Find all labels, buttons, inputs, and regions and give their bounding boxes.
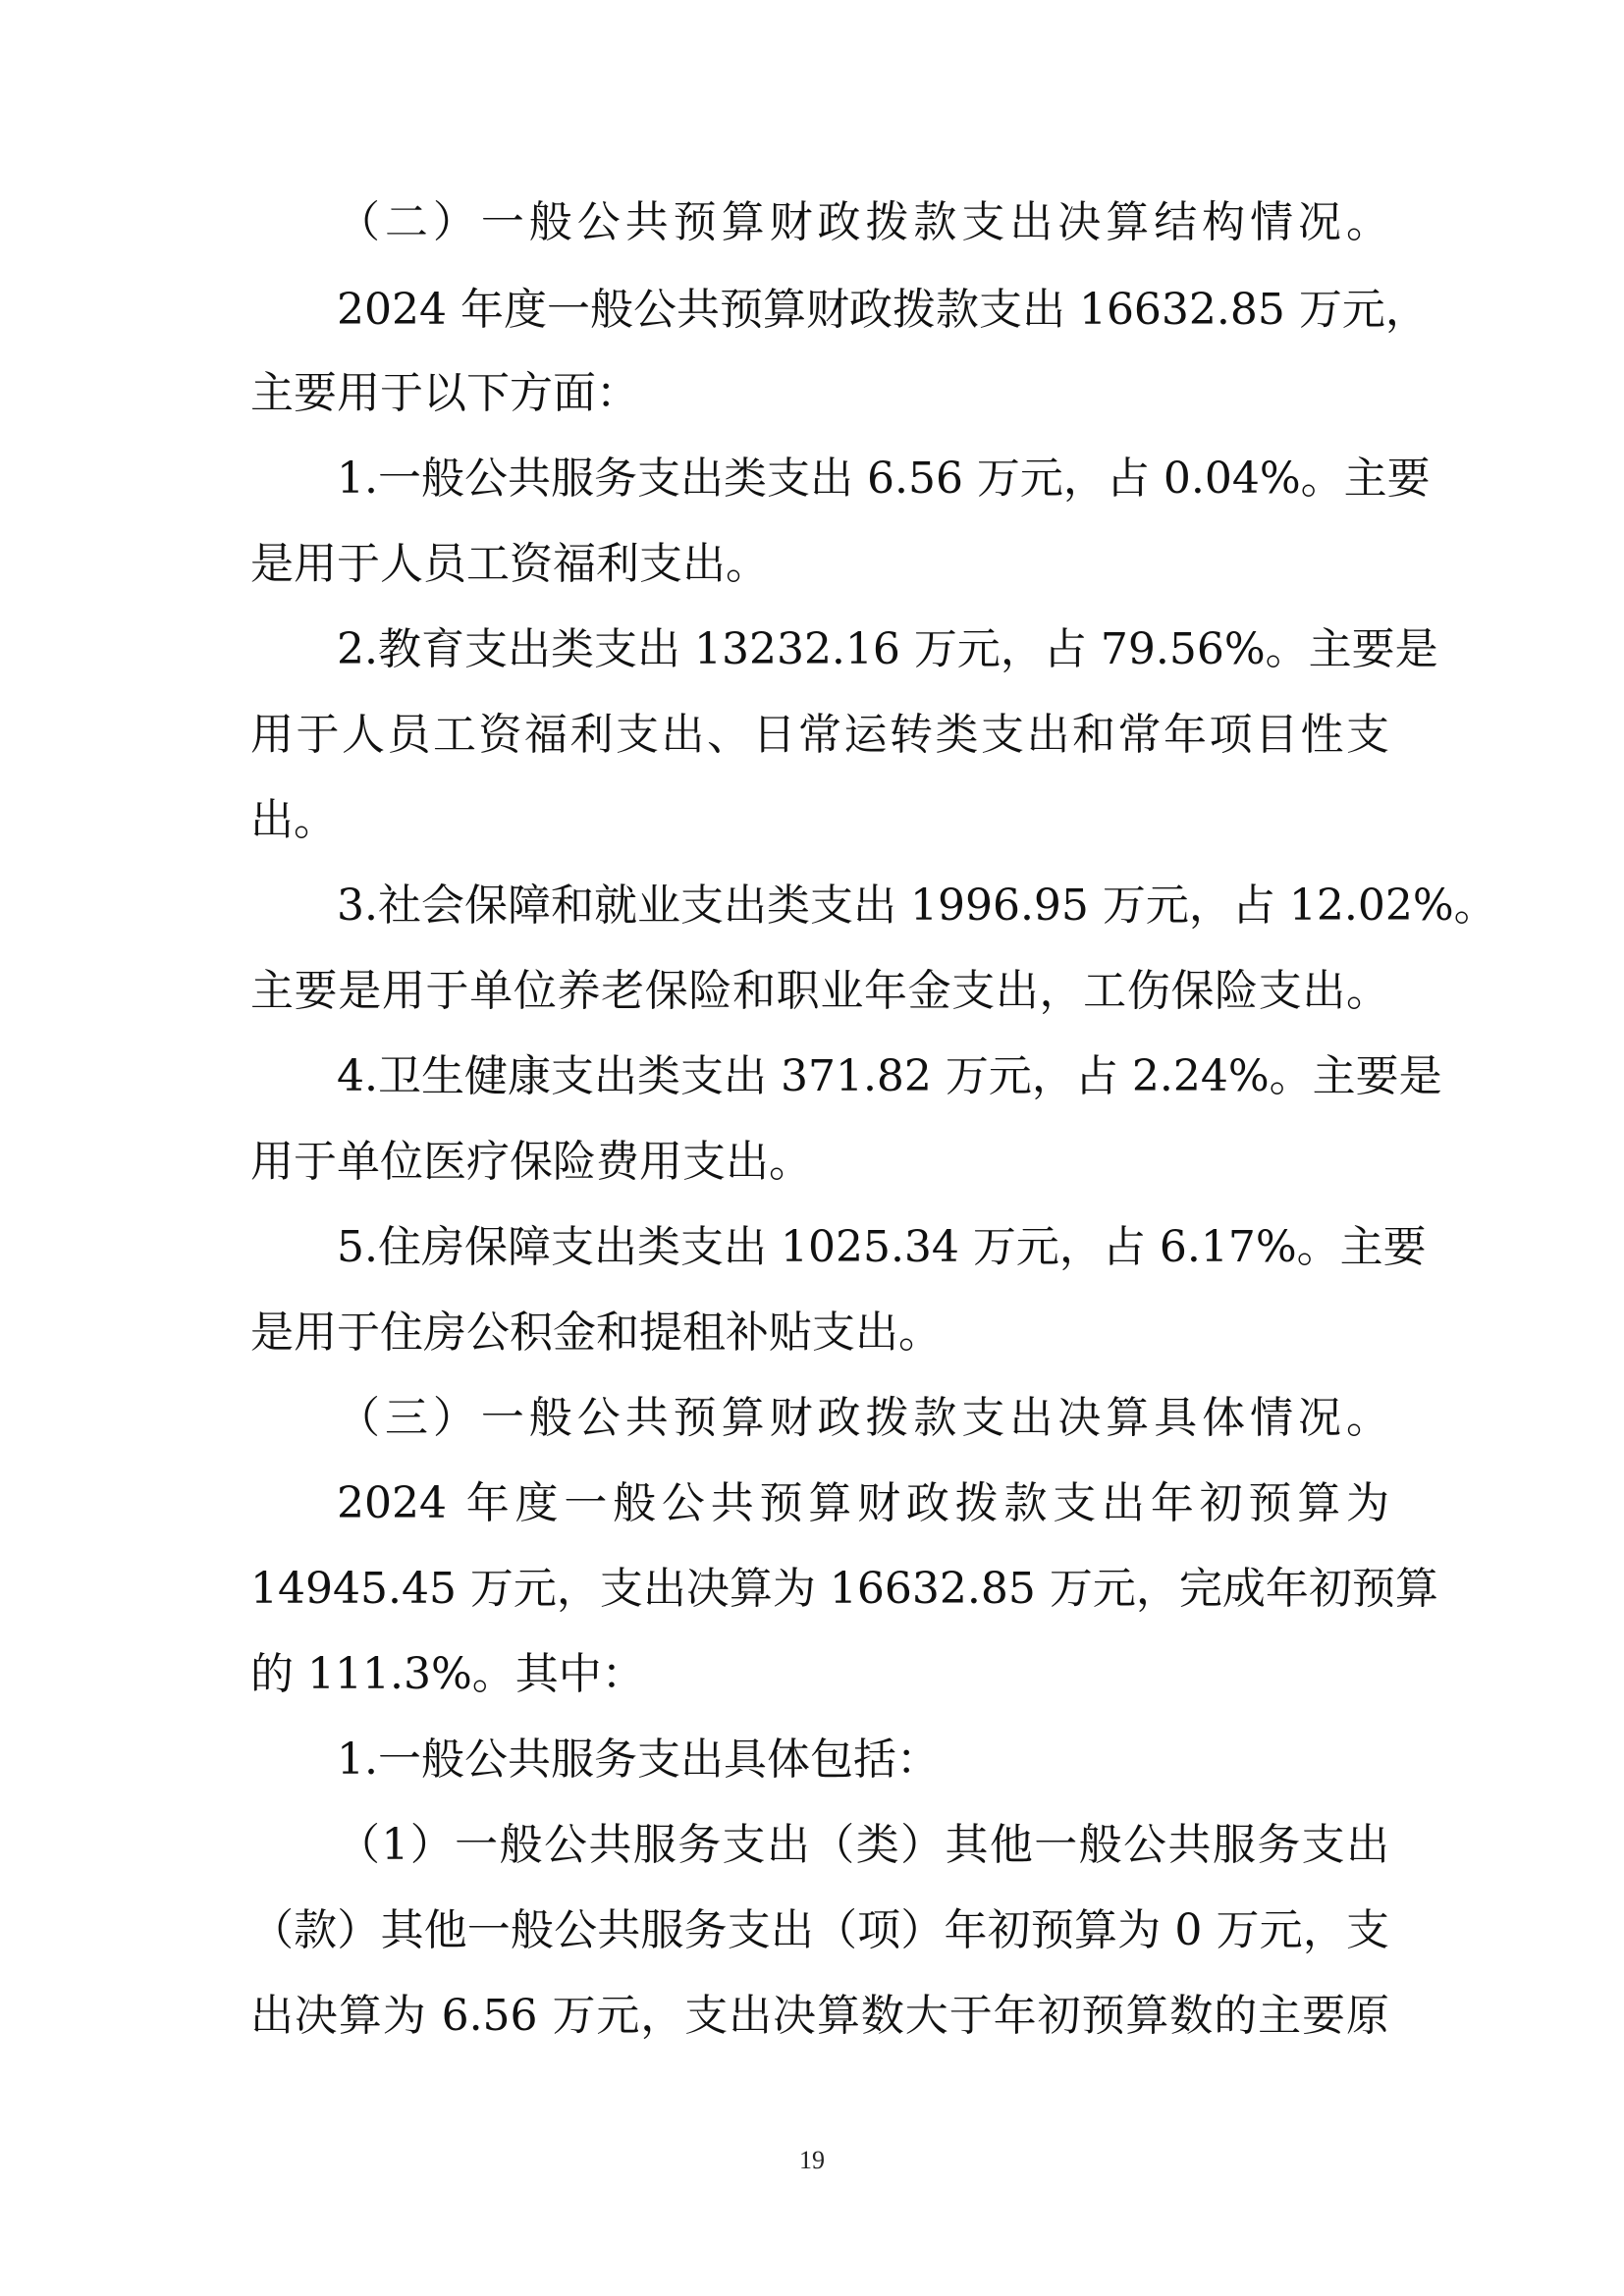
section-heading-structure: （二）一般公共预算财政拨款支出决算结构情况。 bbox=[337, 197, 1389, 247]
list-item-line: 用于人员工资福利支出、日常运转类支出和常年项目性支 bbox=[250, 710, 1389, 760]
paragraph-line: 2024 年度一般公共预算财政拨款支出年初预算为 bbox=[337, 1478, 1389, 1528]
list-item-line: 5.住房保障支出类支出 1025.34 万元，占 6.17%。主要 bbox=[337, 1222, 1427, 1272]
paragraph-line: （1）一般公共服务支出（类）其他一般公共服务支出 bbox=[337, 1820, 1389, 1870]
paragraph-line: 2024 年度一般公共预算财政拨款支出 16632.85 万元， bbox=[337, 285, 1429, 335]
list-item-line: 主要是用于单位养老保险和职业年金支出，工伤保险支出。 bbox=[250, 966, 1389, 1016]
list-item-line: 是用于人员工资福利支出。 bbox=[250, 539, 769, 589]
page-number: 19 bbox=[799, 2146, 825, 2174]
paragraph-line: 出决算为 6.56 万元，支出决算数大于年初预算数的主要原 bbox=[250, 1991, 1389, 2041]
paragraph-line: （款）其他一般公共服务支出（项）年初预算为 0 万元，支 bbox=[250, 1905, 1389, 1955]
list-item-line: 是用于住房公积金和提租补贴支出。 bbox=[250, 1308, 942, 1358]
list-item-line: 用于单位医疗保险费用支出。 bbox=[250, 1137, 812, 1187]
list-item-line: 4.卫生健康支出类支出 371.82 万元，占 2.24%。主要是 bbox=[337, 1051, 1442, 1101]
paragraph-line: 14945.45 万元，支出决算为 16632.85 万元，完成年初预算 bbox=[250, 1564, 1438, 1614]
section-heading-detail: （三）一般公共预算财政拨款支出决算具体情况。 bbox=[337, 1393, 1389, 1443]
list-item-line: 3.社会保障和就业支出类支出 1996.95 万元，占 12.02%。 bbox=[337, 881, 1497, 931]
list-item-line: 出。 bbox=[250, 795, 337, 845]
subsection-heading: 1.一般公共服务支出具体包括： bbox=[337, 1735, 940, 1785]
list-item-line: 1.一般公共服务支出类支出 6.56 万元，占 0.04%。主要 bbox=[337, 454, 1431, 504]
paragraph-line: 主要用于以下方面： bbox=[250, 368, 639, 418]
list-item-line: 2.教育支出类支出 13232.16 万元，占 79.56%。主要是 bbox=[337, 624, 1438, 674]
paragraph-line: 的 111.3%。其中： bbox=[250, 1649, 645, 1699]
